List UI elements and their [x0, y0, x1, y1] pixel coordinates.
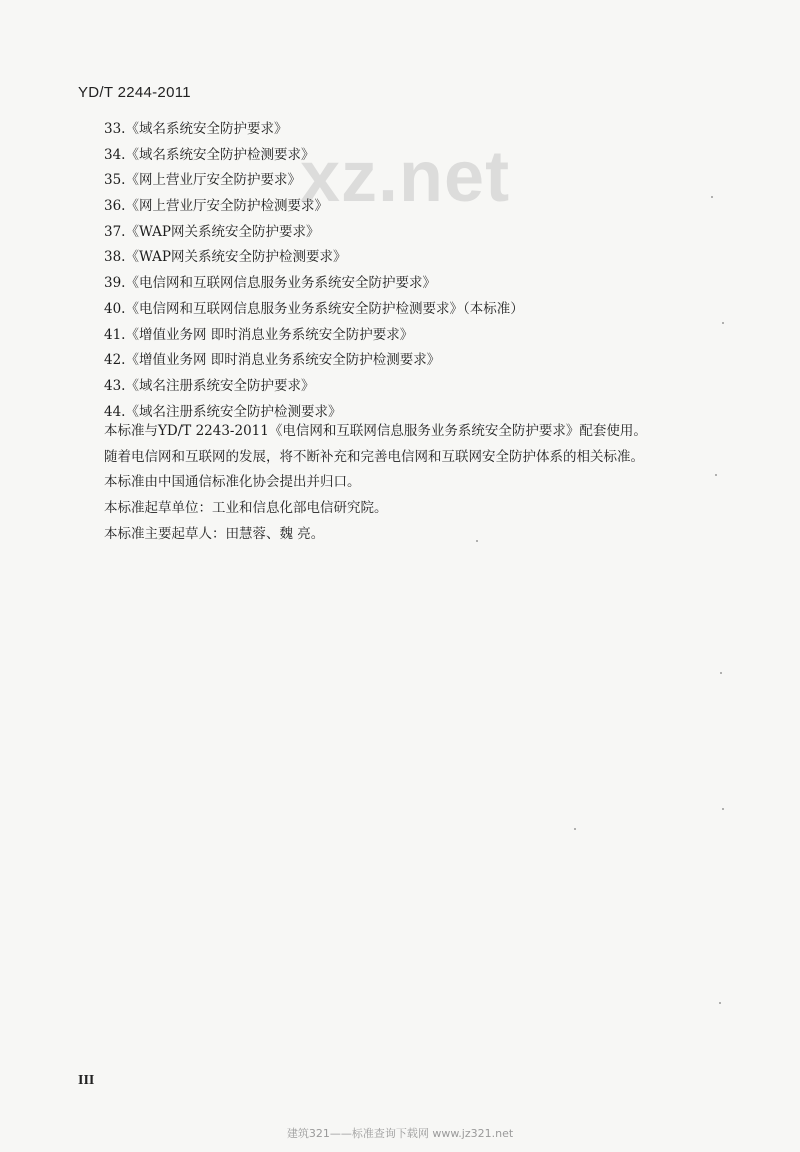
footer-source: 建筑321——标准查询下载网 www.jz321.net	[286, 1127, 514, 1140]
list-item: 42.《增值业务网 即时消息业务系统安全防护检测要求》	[104, 352, 441, 369]
list-item: 41.《增值业务网 即时消息业务系统安全防护要求》	[104, 326, 414, 343]
paragraph-drafting-unit: 本标准起草单位：工业和信息化部电信研究院。	[104, 500, 388, 517]
paragraph-proposer: 本标准由中国通信标准化协会提出并归口。	[104, 474, 361, 491]
list-item: 40.《电信网和互联网信息服务业务系统安全防护检测要求》（本标准）	[104, 300, 524, 317]
list-item: 33.《域名系统安全防护要求》	[104, 121, 288, 137]
list-item: 43.《域名注册系统安全防护要求》	[104, 377, 315, 394]
document-header: YD/T 2244-2011	[78, 84, 191, 101]
scan-speck	[715, 474, 717, 476]
list-item: 34.《域名系统安全防护检测要求》	[104, 146, 315, 163]
watermark: xz.net	[300, 137, 511, 217]
paragraph-development-note: 随着电信网和互联网的发展，将不断补充和完善电信网和互联网安全防护体系的相关标准。	[104, 448, 644, 465]
paragraph-drafters: 本标准主要起草人：田慧蓉、魏 亮。	[104, 525, 325, 542]
list-item: 39.《电信网和互联网信息服务业务系统安全防护要求》	[104, 275, 436, 292]
scan-speck	[574, 828, 576, 830]
list-item: 44.《域名注册系统安全防护检测要求》	[104, 403, 342, 420]
scan-speck	[476, 540, 478, 542]
paragraph-companion-standard: 本标准与YD/T 2243-2011《电信网和互联网信息服务业务系统安全防护要求》配套使用。	[104, 423, 647, 439]
body-paragraphs	[104, 419, 647, 547]
scan-speck	[719, 1002, 721, 1004]
list-item: 36.《网上营业厅安全防护检测要求》	[104, 198, 328, 215]
scan-speck	[722, 322, 724, 324]
list-item: 38.《WAP网关系统安全防护检测要求》	[104, 249, 347, 266]
list-item: 35.《网上营业厅安全防护要求》	[104, 172, 301, 189]
scan-speck	[720, 672, 722, 674]
scan-speck	[722, 808, 724, 810]
scan-speck	[711, 196, 713, 198]
page-number: III	[78, 1073, 95, 1088]
standards-list	[104, 117, 524, 425]
list-item: 37.《WAP网关系统安全防护要求》	[104, 223, 320, 240]
